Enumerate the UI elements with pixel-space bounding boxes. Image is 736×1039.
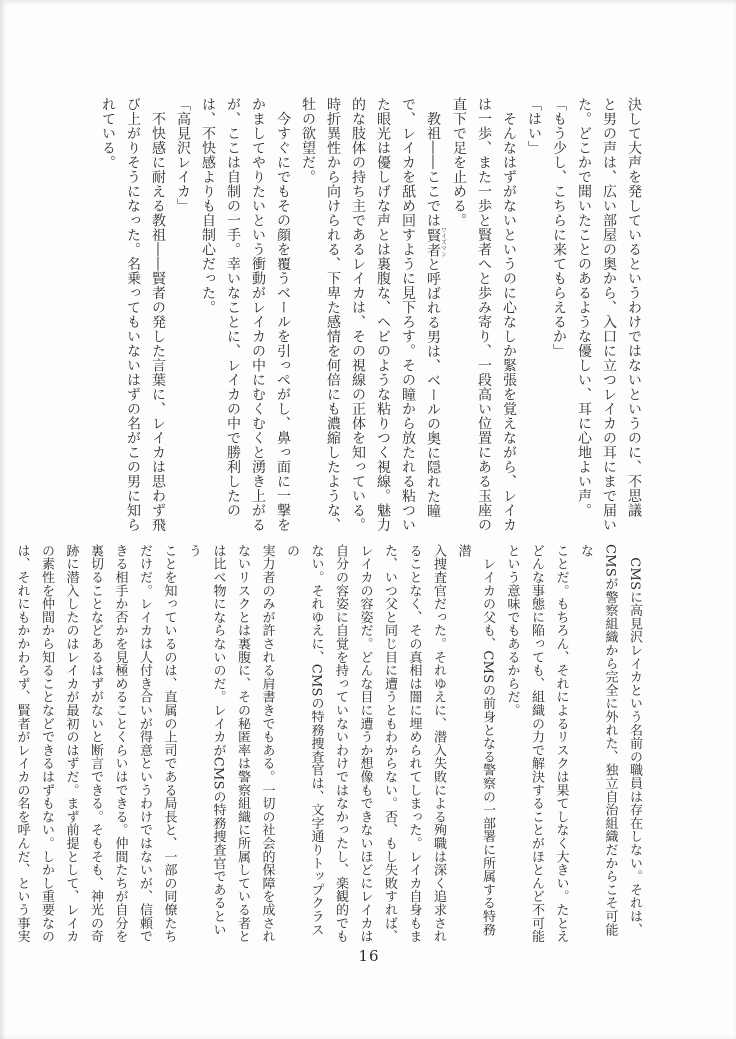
text-line: 今すぐにでもその顔を覆うベールを引っぺがし、鼻っ面に一撃を	[275, 97, 291, 532]
page-number: 16	[358, 947, 380, 965]
text-block-bottom	[9, 544, 646, 948]
text-line: 決して大声を発しているというわけではないというのに、不思議	[626, 97, 642, 518]
text-line: は一歩、また一歩と賢者へと歩み寄り、一段高い位置にある玉座の	[476, 97, 492, 532]
text-line: た。どこかで聞いたことのあるような優しい、耳に心地よい声。	[576, 97, 592, 518]
text-line: 不快感に耐える教祖――賢者の発した言葉に、レイカは思わず飛	[150, 97, 166, 532]
text-line: ないリスクとは裏腹に、その秘匿率は警察組織に所属している者と	[235, 544, 250, 943]
text-line: ことだ。もちろん、それによるリスクは果てしなく大きい。たとえ	[553, 544, 569, 943]
text-line: 的な肢体の持ち主であるレイカは、その視線の正体を知っている。	[350, 97, 366, 532]
ruby-base-text: 賢者	[425, 227, 441, 258]
ruby-post-text: と呼ばれる男は、ベールの奥に隠れた瞳	[425, 257, 441, 518]
text-line: 自分の容姿に自覚を持っていないわけではなかったし、楽観的でも	[333, 544, 348, 943]
text-line: だけだ。レイカは人付き合いが得意というわけではないが、信頼で	[137, 544, 152, 943]
ruby-annotation: ワイズマン	[439, 227, 447, 258]
text-line: レイカの父も、CMSの前身となる警察の一部署に所属する特務潜	[455, 544, 495, 937]
text-line: た、いつ父と同じ目に遭うともわからない。否、もし失敗すれば、	[382, 544, 397, 943]
text-line: ることなく、その真相は闇に埋められてしまった。レイカ自身もま	[406, 544, 422, 943]
ruby-pre-text: 教祖――ここでは	[425, 97, 441, 228]
text-line: 時折異性から向けられる、下卑た感情を何倍にも濃縮したような、	[325, 97, 341, 532]
text-line-with-ruby	[420, 97, 446, 535]
text-line: 直下で足を止める。	[451, 97, 467, 228]
text-line: という意味でもあるからだ。	[504, 544, 520, 717]
text-line-dialogue: 「はい」	[526, 97, 542, 155]
text-line: CMSが警察組織から完全に外れた、独立自治組織だからこそ可能な	[578, 544, 618, 937]
text-line: どんな事態に陥っても、組織の力で解決することがほとんど不可能	[529, 544, 544, 943]
text-line: で、レイカを舐め回すように見下ろす。その瞳から放たれる粘つい	[400, 97, 416, 532]
ruby-word	[425, 227, 447, 258]
text-line: と男の声は、広い部屋の奥から、入口に立つレイカの耳にまで届い	[601, 97, 617, 532]
text-line: CMSに高見沢レイカという名前の職員は存在しない。それは、	[627, 544, 642, 937]
text-line: 牡の欲望だ。	[300, 97, 316, 184]
text-line: が、ここは自制の一手。幸いなことに、レイカの中で勝利したの	[225, 97, 241, 518]
text-line: 裏切ることなどあるはずがないと断言できる。そもそも、神光の奇	[88, 544, 103, 943]
text-line: ことを知っているのは、直属の上司である局長と、一部の同僚たち	[161, 544, 177, 943]
text-line: び上がりそうになった。名乗ってもいないはずの名がこの男に知ら	[125, 97, 141, 532]
text-line: は比べ物にならないのだ。レイカがCMSの特務捜査官であるという	[186, 544, 226, 937]
text-line: レイカの容姿だ。どんな目に遭うか想像もできないほどにレイカは	[357, 544, 373, 943]
text-line: た眼光は優しげな声とは裏腹な、ヘビのような粘りつく視線。魅力	[375, 97, 391, 532]
text-line: 実力者のみが許される肩書きでもある。一切の社会的保障を成され	[259, 544, 275, 943]
text-line: きる相手か否かを見極めることくらいはできる。仲間たちが自分を	[112, 544, 128, 943]
text-line: ない。それゆえに、CMSの特務捜査官は、文字通りトップクラスの	[284, 544, 324, 937]
text-line: 入捜査官だった。それゆえに、潜入失敗による殉職は深く追求され	[431, 544, 446, 943]
text-line: は、それにもかかわらず、賢者がレイカの名を呼んだ、という事実	[14, 544, 30, 943]
text-line-dialogue: 「もう少し、こちらに来てもらえるか」	[551, 97, 567, 358]
text-line-dialogue: 「高見沢レイカ」	[175, 97, 191, 213]
text-line: かましてやりたいという衝動がレイカの中にむくむくと湧き上がる	[250, 97, 266, 532]
text-line: は、不快感よりも自制心だった。	[200, 97, 216, 315]
text-line: れている。	[100, 97, 116, 170]
text-line: 跡に潜入したのはレイカが最初のはずだ。まず前提として、レイカ	[63, 544, 79, 943]
text-line: そんなはずがないというのに心なしか緊張を覚えながら、レイカ	[501, 97, 517, 532]
text-block-top	[95, 97, 646, 535]
text-line: の素性を仲間から知ることなどできるはずもない。しかし重要なの	[39, 544, 54, 943]
